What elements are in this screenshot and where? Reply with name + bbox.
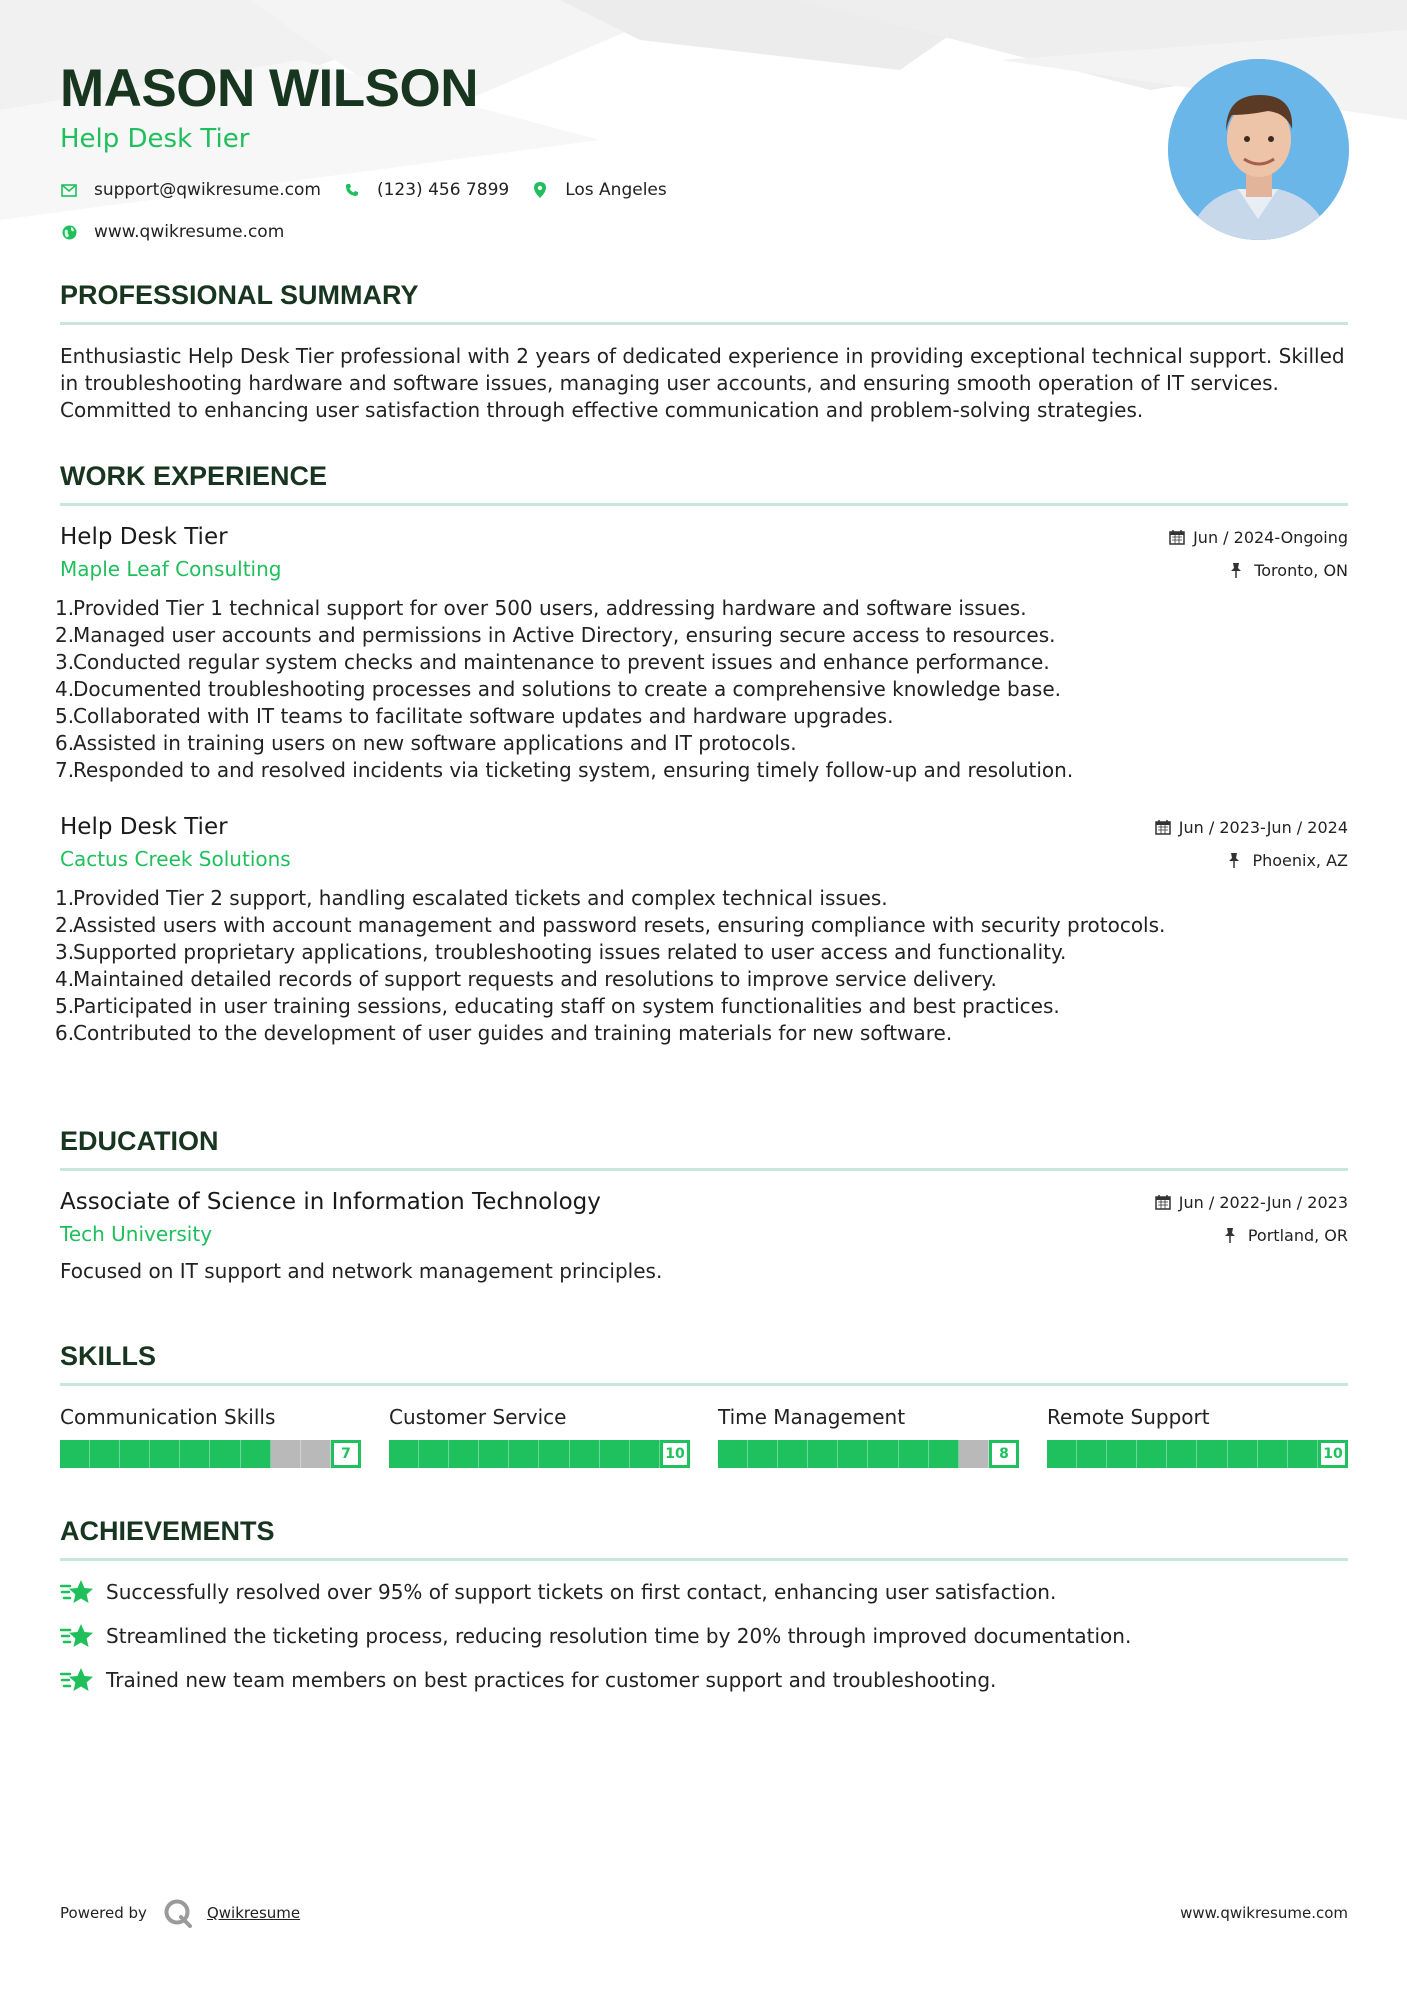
job-dates: Jun / 2023-Jun / 2024 (1178, 817, 1348, 837)
education-description: Focused on IT support and network management principles. (60, 1259, 663, 1283)
skill-segment (120, 1440, 150, 1468)
job-company: Cactus Creek Solutions (60, 847, 291, 871)
skill-segment (1047, 1440, 1077, 1468)
summary-text: Enthusiastic Help Desk Tier professional with 2 years of dedicated experience in providing exceptional technical support. Skilled in troubleshooting hardware and software issues, managing user accounts, and ensuring smooth operation of IT services. Committed to enhancing user satisfaction through effective communication and problem-solving strategies. (60, 344, 1345, 422)
list-item: 5. Participated in user training sessions, educating staff on system functionalities and best practices. (55, 994, 1060, 1018)
list-item: 7. Responded to and resolved incidents via ticketing system, ensuring timely follow-up and resolution. (55, 758, 1074, 782)
job-entry (55, 522, 1348, 784)
website-text: www.qwikresume.com (94, 222, 285, 242)
skill-segment (838, 1440, 868, 1468)
skill-segment (1288, 1440, 1318, 1468)
section-divider (60, 322, 1348, 325)
skill-name: Communication Skills (60, 1405, 276, 1429)
list-item: 3. Supported proprietary applications, troubleshooting issues related to user access and functionality. (55, 940, 1067, 964)
calendar-icon (1155, 1194, 1171, 1210)
skill-name: Customer Service (389, 1405, 567, 1429)
pushpin-icon (1230, 562, 1246, 578)
skill-segment (180, 1440, 210, 1468)
skill-segment (210, 1440, 240, 1468)
skill-segment (509, 1440, 539, 1468)
star-icon (60, 1578, 94, 1608)
degree-name: Associate of Science in Information Technology (60, 1189, 601, 1215)
contact-phone[interactable] (343, 180, 509, 200)
education-section (60, 1124, 1348, 1285)
list-item: 2. Managed user accounts and permissions in Active Directory, ensuring secure access to resources. (55, 623, 1056, 647)
achievement-item: Trained new team members on best practices for customer support and troubleshooting. (60, 1667, 1348, 1694)
skill-score-badge: 7 (331, 1440, 361, 1468)
skills-heading: SKILLS (60, 1341, 157, 1371)
star-icon (60, 1666, 94, 1696)
map-pin-icon (531, 181, 549, 199)
section-divider (60, 1168, 1348, 1171)
list-item: 3. Conducted regular system checks and maintenance to prevent issues and enhance performance. (55, 650, 1050, 674)
list-item: 1. Provided Tier 1 technical support for over 500 users, addressing hardware and software issues. (55, 596, 1027, 620)
pushpin-icon (1228, 852, 1244, 868)
section-divider (60, 503, 1348, 506)
skills-grid (60, 1404, 1348, 1468)
section-divider (60, 1383, 1348, 1386)
qwikresume-logo-icon (163, 1898, 193, 1928)
skill-segment (1077, 1440, 1107, 1468)
achievements-list (60, 1579, 1348, 1694)
star-icon (60, 1622, 94, 1652)
list-item: 1. Provided Tier 2 support, handling escalated tickets and complex technical issues. (55, 886, 888, 910)
contact-website[interactable] (60, 222, 284, 242)
school-name: Tech University (60, 1222, 213, 1246)
skill-rating-bar (718, 1440, 1019, 1468)
skill-item (718, 1404, 1019, 1468)
contact-location (531, 180, 667, 200)
job-company: Maple Leaf Consulting (60, 557, 282, 581)
skill-segment (389, 1440, 419, 1468)
skill-segment (808, 1440, 838, 1468)
skill-rating-bar (60, 1440, 361, 1468)
candidate-name: MASON WILSON (60, 59, 478, 118)
skill-segment (271, 1440, 301, 1468)
job-bullets (55, 595, 1348, 784)
candidate-title: Help Desk Tier (60, 124, 250, 154)
skill-name: Time Management (718, 1405, 906, 1429)
skill-score-badge: 8 (989, 1440, 1019, 1468)
skill-segment (748, 1440, 778, 1468)
education-location: Portland, OR (1247, 1225, 1348, 1245)
job-role: Help Desk Tier (60, 814, 228, 840)
skill-rating-bar (1047, 1440, 1348, 1468)
skill-segment (600, 1440, 630, 1468)
skill-segment (718, 1440, 748, 1468)
achievement-item: Successfully resolved over 95% of support tickets on first contact, enhancing user satisfaction. (60, 1579, 1348, 1606)
achievements-heading: ACHIEVEMENTS (60, 1516, 275, 1546)
location-text: Los Angeles (565, 180, 667, 200)
skill-segment (1167, 1440, 1197, 1468)
skill-item (389, 1404, 690, 1468)
brand-link[interactable]: Qwikresume (206, 1904, 301, 1922)
summary-heading: PROFESSIONAL SUMMARY (60, 280, 419, 310)
skill-rating-bar (389, 1440, 690, 1468)
skill-segment (241, 1440, 271, 1468)
phone-icon (343, 181, 361, 199)
resume-header (60, 58, 1160, 244)
contact-row-website (60, 220, 1160, 244)
list-item: 4. Maintained detailed records of support requests and resolutions to improve service delivery. (55, 967, 997, 991)
powered-by-label: Powered by (60, 1904, 147, 1922)
skill-segment (899, 1440, 929, 1468)
skill-segment (929, 1440, 959, 1468)
job-entry (55, 812, 1348, 1047)
skill-item (1047, 1404, 1348, 1468)
job-location: Toronto, ON (1254, 560, 1348, 580)
pushpin-icon (1224, 1227, 1240, 1243)
calendar-icon (1155, 819, 1171, 835)
list-item: 4. Documented troubleshooting processes and solutions to create a comprehensive knowledge base. (55, 677, 1061, 701)
skill-segment (868, 1440, 898, 1468)
job-location: Phoenix, AZ (1252, 850, 1348, 870)
skill-segment (90, 1440, 120, 1468)
skill-segment (449, 1440, 479, 1468)
page-footer (60, 1898, 1348, 1928)
skill-score-badge: 10 (660, 1440, 690, 1468)
skill-segment (1137, 1440, 1167, 1468)
powered-by (60, 1898, 300, 1928)
list-item: 6. Assisted in training users on new software applications and IT protocols. (55, 731, 797, 755)
envelope-icon (60, 181, 78, 199)
achievements-section (60, 1514, 1348, 1694)
education-entry (60, 1187, 1348, 1285)
skill-name: Remote Support (1047, 1405, 1210, 1429)
calendar-icon (1169, 529, 1185, 545)
skill-segment (570, 1440, 600, 1468)
education-heading: EDUCATION (60, 1126, 219, 1156)
skill-score-badge: 10 (1318, 1440, 1348, 1468)
skill-segment (301, 1440, 331, 1468)
skill-segment (1107, 1440, 1137, 1468)
avatar (1168, 59, 1349, 240)
list-item: 5. Collaborated with IT teams to facilitate software updates and hardware upgrades. (55, 704, 894, 728)
section-divider (60, 1558, 1348, 1561)
skill-item (60, 1404, 361, 1468)
job-role: Help Desk Tier (60, 524, 228, 550)
email-text: support@qwikresume.com (94, 180, 321, 200)
experience-section (55, 459, 1348, 1047)
list-item: 2. Assisted users with account management and password resets, ensuring compliance with security protocols. (55, 913, 1166, 937)
skill-segment (959, 1440, 989, 1468)
contact-email[interactable] (60, 180, 321, 200)
skill-segment (1258, 1440, 1288, 1468)
skill-segment (778, 1440, 808, 1468)
profile-photo (1168, 59, 1349, 240)
skill-segment (539, 1440, 569, 1468)
skill-segment (150, 1440, 180, 1468)
experience-heading: WORK EXPERIENCE (60, 461, 328, 491)
contact-row (60, 178, 1160, 202)
skill-segment (479, 1440, 509, 1468)
summary-section (60, 278, 1348, 424)
skills-section (60, 1339, 1348, 1468)
footer-website[interactable]: www.qwikresume.com (1180, 1904, 1348, 1922)
skill-segment (419, 1440, 449, 1468)
skill-segment (1228, 1440, 1258, 1468)
achievement-item: Streamlined the ticketing process, reducing resolution time by 20% through improved documentation. (60, 1623, 1348, 1650)
skill-segment (1197, 1440, 1227, 1468)
education-dates: Jun / 2022-Jun / 2023 (1178, 1192, 1348, 1212)
globe-icon (60, 223, 78, 241)
job-bullets (55, 885, 1348, 1047)
list-item: 6. Contributed to the development of user guides and training materials for new software. (55, 1021, 953, 1045)
skill-segment (60, 1440, 90, 1468)
phone-text: (123) 456 7899 (376, 180, 510, 200)
job-dates: Jun / 2024-Ongoing (1193, 527, 1348, 547)
skill-segment (630, 1440, 660, 1468)
